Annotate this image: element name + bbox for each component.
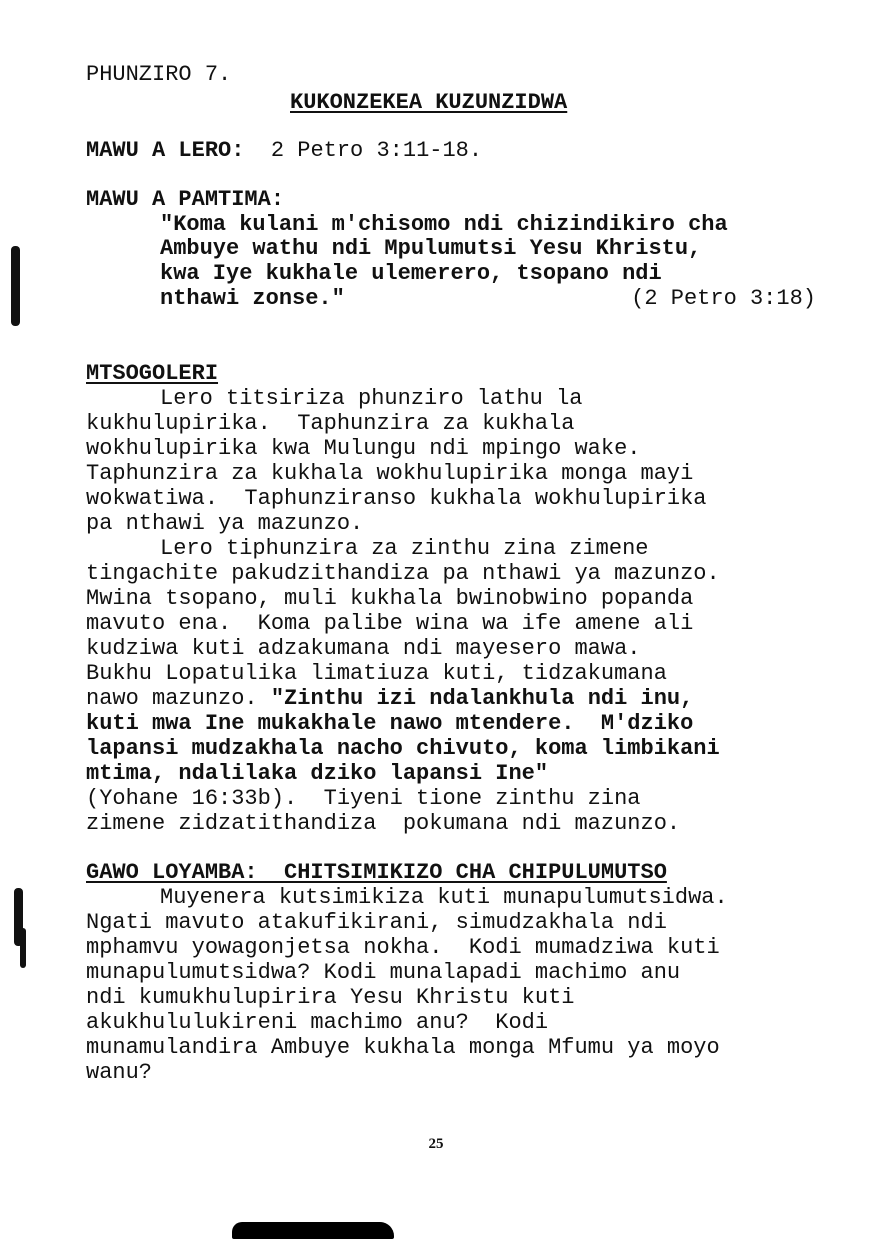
intro-line: Mwina tsopano, muli kukhala bwinobwino popanda xyxy=(86,586,694,611)
scripture-quote: mtima, ndalilaka dziko lapansi Ine" xyxy=(86,761,549,786)
intro-line: nawo mazunzo. xyxy=(86,686,271,711)
memory-verse-line: Ambuye wathu ndi Mpulumutsi Yesu Khristu, xyxy=(160,236,702,261)
page-number: 25 xyxy=(428,1136,444,1152)
intro-line: (Yohane 16:33b). Tiyeni tione zinthu zina xyxy=(86,786,641,811)
intro-line: kudziwa kuti adzakumana ndi mayesero mawa. xyxy=(86,636,641,661)
redaction-mark xyxy=(232,1222,394,1239)
reading-row xyxy=(86,138,482,163)
memory-verse-label: MAWU A PAMTIMA: xyxy=(86,187,285,212)
scripture-quote: lapansi mudzakhala nacho chivuto, koma limbikani xyxy=(86,736,720,761)
scripture-quote: kuti mwa Ine mukakhale nawo mtendere. M'dziko xyxy=(86,711,694,736)
section1-line: ndi kumukhulupirira Yesu Khristu kuti xyxy=(86,985,575,1010)
reading-reference: 2 Petro 3:11-18. xyxy=(270,138,483,163)
intro-line: wokhulupirika kwa Mulungu ndi mpingo wake. xyxy=(86,436,641,461)
intro-line: Lero tiphunzira za zinthu zina zimene xyxy=(160,536,649,561)
section1-heading: GAWO LOYAMBA: CHITSIMIKIZO CHA CHIPULUMUTSO xyxy=(86,860,667,885)
section1-line: wanu? xyxy=(86,1060,153,1085)
lesson-title: KUKONZEKEA KUZUNZIDWA xyxy=(290,90,568,115)
memory-verse-reference: (2 Petro 3:18) xyxy=(631,286,816,311)
intro-line: wokwatiwa. Taphunziranso kukhala wokhulupirika xyxy=(86,486,707,511)
section1-line: munamulandira Ambuye kukhala monga Mfumu ya moyo xyxy=(86,1035,720,1060)
section1-line: Muyenera kutsimikiza kuti munapulumutsidwa. xyxy=(160,885,728,910)
section1-line: Ngati mavuto atakufikirani, simudzakhala ndi xyxy=(86,910,667,935)
section1-line: munapulumutsidwa? Kodi munalapadi machimo anu xyxy=(86,960,681,985)
memory-verse-line: kwa Iye kukhale ulemerero, tsopano ndi xyxy=(160,261,662,286)
section1-line: akukhululukireni machimo anu? Kodi xyxy=(86,1010,549,1035)
margin-mark xyxy=(20,928,26,968)
intro-line: mavuto ena. Koma palibe wina wa ife amene ali xyxy=(86,611,694,636)
margin-mark xyxy=(11,246,20,326)
reading-label: MAWU A LERO: xyxy=(86,138,245,163)
intro-line: tingachite pakudzithandiza pa nthawi ya mazunzo. xyxy=(86,561,720,586)
intro-line: kukhulupirika. Taphunzira za kukhala xyxy=(86,411,575,436)
intro-line-mixed xyxy=(86,686,693,711)
section1-line: mphamvu yowagonjetsa nokha. Kodi mumadziwa kuti xyxy=(86,935,720,960)
intro-heading: MTSOGOLERI xyxy=(86,361,219,386)
intro-line: Taphunzira za kukhala wokhulupirika monga mayi xyxy=(86,461,694,486)
intro-line: pa nthawi ya mazunzo. xyxy=(86,511,364,536)
memory-verse-line: "Koma kulani m'chisomo ndi chizindikiro cha xyxy=(160,212,728,237)
intro-line: Bukhu Lopatulika limatiuza kuti, tidzakumana xyxy=(86,661,667,686)
intro-line: zimene zidzatithandiza pokumana ndi mazunzo. xyxy=(86,811,681,836)
scripture-quote: "Zinthu izi ndalankhula ndi inu, xyxy=(270,686,694,711)
lesson-number: PHUNZIRO 7. xyxy=(86,62,232,87)
intro-line: Lero titsiriza phunziro lathu la xyxy=(160,386,583,411)
memory-verse-line: nthawi zonse." xyxy=(160,286,345,311)
